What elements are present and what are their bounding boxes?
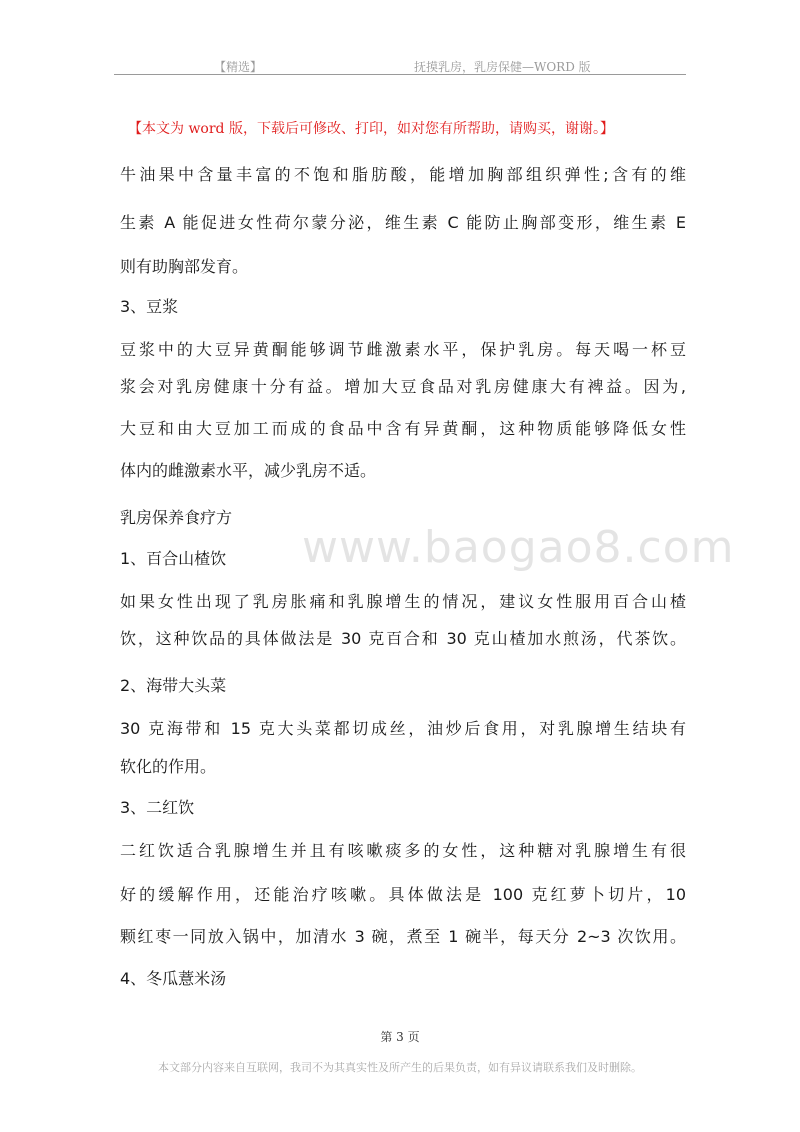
body-line: 大豆和由大豆加工而成的食品中含有异黄酮，这种物质能够降低女性	[120, 419, 686, 438]
body-line: 则有助胸部发育。	[120, 257, 249, 276]
download-notice: 【本文为 word 版，下载后可修改、打印，如对您有所帮助，请购买，谢谢。】	[128, 121, 614, 137]
section-heading: 4、冬瓜薏米汤	[120, 969, 227, 988]
body-line: 颗红枣一同放入锅中，加清水 3 碗，煮至 1 碗半，每天分 2~3 次饮用。	[120, 927, 686, 946]
body-line: 浆会对乳房健康十分有益。增加大豆食品对乳房健康大有裨益。因为,	[120, 377, 686, 396]
body-line: 生素 A 能促进女性荷尔蒙分泌，维生素 C 能防止胸部变形，维生素 E	[120, 213, 686, 232]
body-line: 软化的作用。	[120, 757, 217, 776]
section-heading: 3、豆浆	[120, 297, 179, 316]
page-number: 第 3 页	[380, 1030, 420, 1044]
page-header	[114, 52, 686, 75]
header-title: 抚摸乳房，乳房保健—WORD 版	[414, 60, 591, 74]
section-heading: 1、百合山楂饮	[120, 549, 227, 568]
body-line: 好的缓解作用，还能治疗咳嗽。具体做法是 100 克红萝卜切片，10	[120, 885, 686, 904]
body-line: 体内的雌激素水平，减少乳房不适。	[120, 461, 377, 480]
section-heading: 2、海带大头菜	[120, 676, 227, 695]
body-line: 二红饮适合乳腺增生并且有咳嗽痰多的女性，这种糖对乳腺增生有很	[120, 841, 686, 860]
body-line: 豆浆中的大豆异黄酮能够调节雌激素水平，保护乳房。每天喝一杯豆	[120, 340, 686, 359]
body-line: 如果女性出现了乳房胀痛和乳腺增生的情况，建议女性服用百合山楂	[120, 592, 686, 611]
watermark: www.baogao8.com	[302, 522, 735, 573]
section-heading: 乳房保养食疗方	[120, 508, 233, 527]
page-footer: 本文部分内容来自互联网，我司不为其真实性及所产生的后果负责，如有异议请联系我们及时删除。	[158, 1061, 642, 1074]
body-line: 饮，这种饮品的具体做法是 30 克百合和 30 克山楂加水煎汤，代茶饮。	[120, 629, 686, 648]
body-line: 30 克海带和 15 克大头菜都切成丝，油炒后食用，对乳腺增生结块有	[120, 719, 686, 738]
body-line: 牛油果中含量丰富的不饱和脂肪酸，能增加胸部组织弹性;含有的维	[120, 165, 686, 184]
section-heading: 3、二红饮	[120, 798, 195, 817]
header-tag: 【精选】	[214, 60, 263, 74]
